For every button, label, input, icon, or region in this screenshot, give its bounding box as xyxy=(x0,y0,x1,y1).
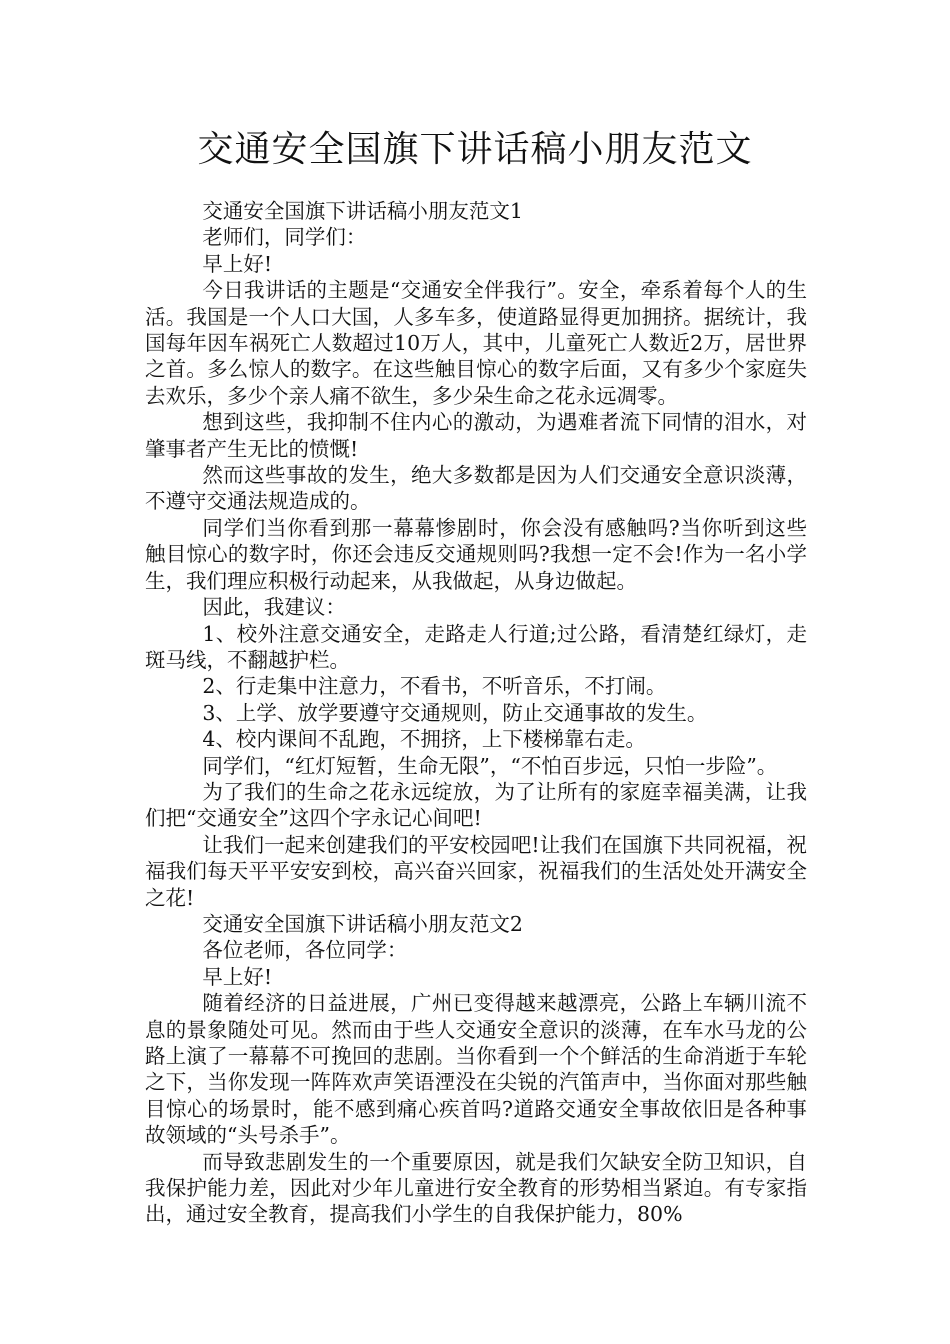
greeting: 早上好! xyxy=(202,964,273,989)
salutation: 各位老师，各位同学： xyxy=(202,938,408,963)
salutation: 老师们，同学们： xyxy=(202,225,367,250)
list-item: 3、上学、放学要遵守交通规则，防止交通事故的发生。 xyxy=(202,700,708,725)
body-paragraph: 同学们当你看到那一幕幕惨剧时，你会没有感触吗?当你听到这些触目惊心的数字时，你还会违反交通规则吗?我想一定不会!作为一名小学生，我们理应积极行动起来，从我做起，从身边做起。 xyxy=(145,515,807,593)
greeting: 早上好! xyxy=(202,251,273,276)
body-paragraph: 随着经济的日益进展，广州已变得越来越漂亮，公路上车辆川流不息的景象随处可见。然而由于些人交通安全意识的淡薄，在车水马龙的公路上演了一幕幕不可挽回的悲剧。当你看到一个个鲜活的生命消逝于车轮之下，当你发现一阵阵欢声笑语湮没在尖锐的汽笛声中，当你面对那些触目惊心的场景时，能不感到痛心疾首吗?道路交通安全事故依旧是各种事故领域的“头号杀手”。 xyxy=(145,991,807,1148)
body-paragraph: 让我们一起来创建我们的平安校园吧!让我们在国旗下共同祝福，祝福我们每天平平安安到校，高兴奋兴回家，祝福我们的生活处处开满安全之花! xyxy=(145,832,807,910)
body-paragraph: 而导致悲剧发生的一个重要原因，就是我们欠缺安全防卫知识，自我保护能力差，因此对少年儿童进行安全教育的形势相当紧迫。有专家指出，通过安全教育，提高我们小学生的自我保护能力，80% xyxy=(145,1149,807,1227)
body-paragraph: 同学们，“红灯短暂，生命无限”，“不怕百步远，只怕一步险”。 xyxy=(202,753,778,778)
section-heading-2: 交通安全国旗下讲话稿小朋友范文2 xyxy=(202,911,523,936)
document-body xyxy=(145,198,807,1228)
document-title: 交通安全国旗下讲话稿小朋友范文 xyxy=(197,129,753,170)
section-heading-1: 交通安全国旗下讲话稿小朋友范文1 xyxy=(202,199,523,223)
list-item: 4、校内课间不乱跑，不拥挤，上下楼梯靠右走。 xyxy=(202,727,646,752)
list-item: 2、行走集中注意力，不看书，不听音乐，不打闹。 xyxy=(202,674,667,699)
body-paragraph: 然而这些事故的发生，绝大多数都是因为人们交通安全意识淡薄，不遵守交通法规造成的。 xyxy=(145,463,807,514)
body-paragraph: 想到这些，我抑制不住内心的激动，为遇难者流下同情的泪水，对肇事者产生无比的愤慨! xyxy=(145,410,807,461)
body-paragraph: 今日我讲话的主题是“交通安全伴我行”。安全，牵系着每个人的生活。我国是一个人口大国，人多车多，使道路显得更加拥挤。据统计，我国每年因车祸死亡人数超过10万人，其中，儿童死亡人数近2万，居世界之首。多么惊人的数字。在这些触目惊心的数字后面，又有多少个家庭失去欢乐，多少个亲人痛不欲生，多少朵生命之花永远凋零。 xyxy=(145,278,807,408)
list-item: 1、校外注意交通安全，走路走人行道;过公路，看清楚红绿灯，走斑马线，不翻越护栏。 xyxy=(145,621,807,672)
body-paragraph: 为了我们的生命之花永远绽放，为了让所有的家庭幸福美满，让我们把“交通安全”这四个字永记心间吧! xyxy=(145,779,807,831)
body-paragraph: 因此，我建议： xyxy=(202,595,346,620)
